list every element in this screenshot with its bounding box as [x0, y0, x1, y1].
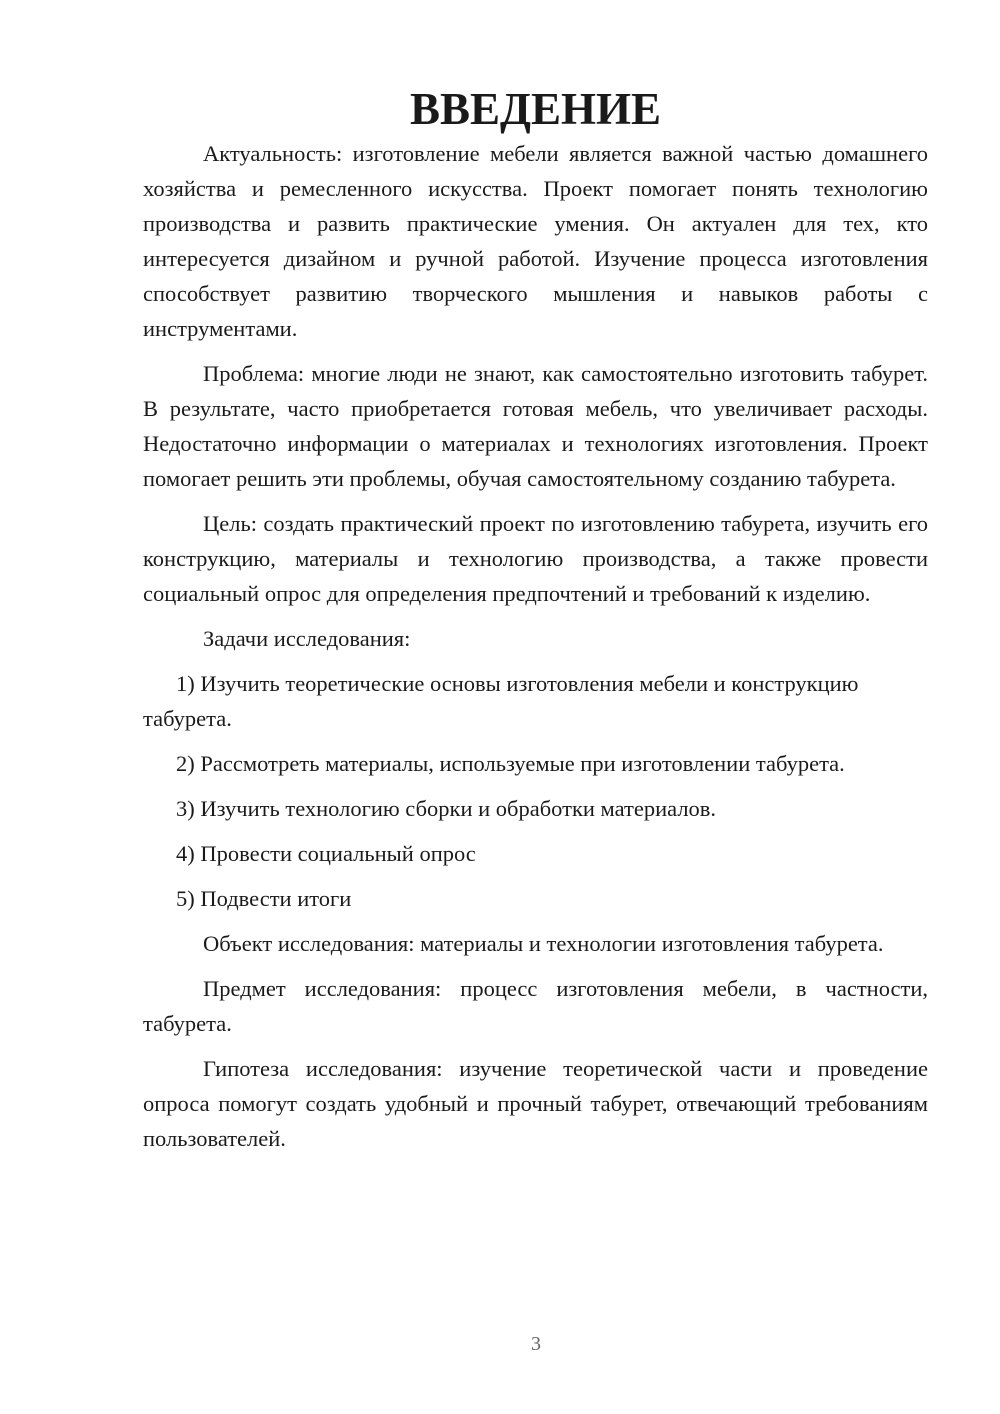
paragraph-object: Объект исследования: материалы и технологии изготовления табурета.	[203, 931, 884, 956]
paragraph-problem: Проблема: многие люди не знают, как самостоятельно изготовить табурет. В результате, часто приобретается готовая мебель, что увеличивает расходы. Недостаточно информации о материалах и технологиях изготовления. Проект помогает решить эти проблемы, обучая самостоятельному созданию табурета.	[143, 361, 928, 491]
section-title: ВВЕДЕНИЕ	[409, 84, 662, 134]
task-item: 4) Провести социальный опрос	[176, 841, 476, 866]
tasks-list	[143, 666, 928, 916]
task-item: 3) Изучить технологию сборки и обработки материалов.	[176, 796, 717, 821]
paragraph-hypothesis: Гипотеза исследования: изучение теоретической части и проведение опроса помогут создать удобный и прочный табурет, отвечающий требованиям пользователей.	[143, 1056, 928, 1151]
task-item: 1) Изучить теоретические основы изготовления мебели и конструкцию табурета.	[143, 671, 859, 731]
page-number: 3	[531, 1333, 541, 1355]
task-item: 5) Подвести итоги	[176, 886, 352, 911]
paragraph-goal: Цель: создать практический проект по изготовлению табурета, изучить его конструкцию, материалы и технологию производства, а также провести социальный опрос для определения предпочтений и требований к изделию.	[143, 511, 928, 606]
task-item: 2) Рассмотреть материалы, используемые при изготовлении табурета.	[176, 751, 845, 776]
page-content	[143, 84, 928, 1166]
tasks-heading: Задачи исследования:	[203, 626, 411, 651]
paragraph-relevance: Актуальность: изготовление мебели является важной частью домашнего хозяйства и ремесленного искусства. Проект помогает понять технологию производства и развить практические умения. Он актуален для тех, кто интересуется дизайном и ручной работой. Изучение процесса изготовления способствует развитию творческого мышления и навыков работы с инструментами.	[143, 141, 928, 341]
paragraph-subject: Предмет исследования: процесс изготовления мебели, в частности, табурета.	[143, 976, 928, 1036]
